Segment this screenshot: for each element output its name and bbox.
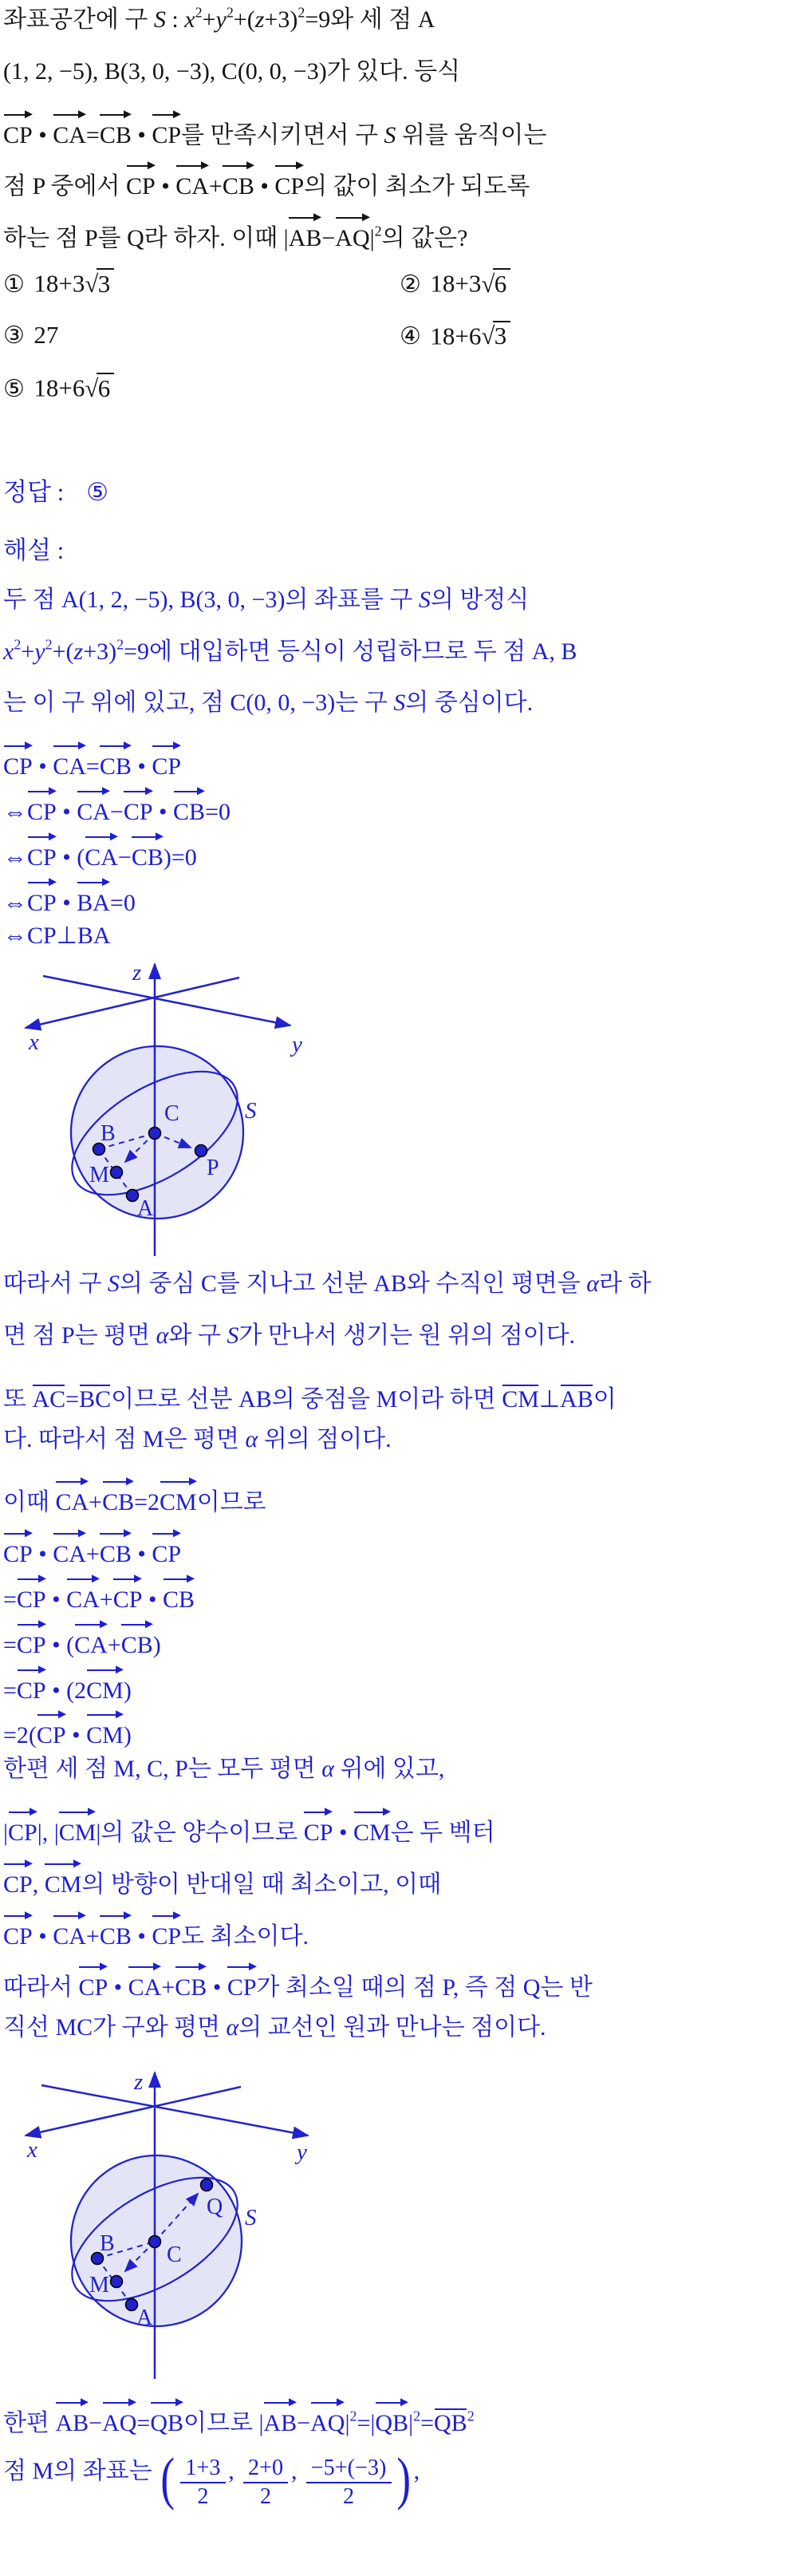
solution-section	[3, 472, 790, 2511]
y-axis-label: y	[297, 2139, 307, 2165]
solution-line: 따라서 CP • CA+CB • CP가 최소일 때의 점 P, 즉 점 Q는 반	[3, 1974, 593, 2001]
choice-option	[400, 268, 790, 298]
point-dot-M	[111, 2275, 123, 2287]
label-M: M	[89, 2272, 109, 2297]
solution-line: 다. 따라서 점 M은 평면 α 위의 점이다.	[3, 1425, 392, 1452]
label-C: C	[167, 2242, 182, 2267]
solution-line: CP • CA=CB • CP	[3, 753, 182, 780]
solution-line: CP • CA+CB • CP도 최소이다.	[3, 1922, 309, 1950]
problem-statement	[3, 5, 790, 403]
answer-label: 정답 :	[3, 477, 65, 506]
solution-line: =CP • (CA+CB)	[3, 1631, 161, 1658]
solution-line: =CP • (2CM)	[3, 1677, 132, 1704]
point-dot-M	[111, 1167, 123, 1179]
solution-line: ⇔CP • (CA−CB)=0	[3, 844, 197, 871]
choice-list	[3, 268, 790, 403]
label-A: A	[136, 2305, 153, 2330]
solution-line: 한편 세 점 M, C, P는 모두 평면 α 위에 있고,	[3, 1756, 445, 1783]
choice-formula: 18+3√6	[430, 270, 510, 298]
point-dot-C	[149, 1128, 161, 1140]
label-B: B	[100, 2230, 115, 2256]
solution-lines-part1	[3, 585, 790, 951]
solution-line: 또 AC=BC이므로 선분 AB의 중점을 M이라 하면 CM⊥AB이	[3, 1385, 617, 1412]
point-dot-Q	[201, 2179, 213, 2191]
solution-line: =CP • CA+CP • CB	[3, 1586, 195, 1613]
x-axis-label: x	[27, 2136, 37, 2163]
sphere-label: S	[245, 2204, 257, 2230]
y-axis	[41, 2085, 308, 2135]
choice-marker: ⑤	[3, 374, 25, 403]
solution-line: $x^2+y^2+(z+3)^2=9$에 대입하면 등식이 성립하므로 두 점 A, B	[3, 636, 577, 665]
label-C: C	[164, 1101, 179, 1127]
solution-line: ⇔CP • CA−CP • CB=0	[3, 799, 231, 825]
problem-line: 점 P 중에서 CP • CA+CB • CP의 값이 최소가 되도록	[3, 173, 530, 200]
choice-formula: 27	[33, 320, 59, 349]
solution-line: 는 이 구 위에 있고, 점 C(0, 0, −3)는 구 S의 중심이다.	[3, 689, 534, 717]
label-P: P	[207, 1156, 219, 1181]
choice-formula: 18+3√3	[33, 270, 113, 298]
sphere-label: S	[245, 1098, 257, 1124]
x-axis-label: x	[29, 1029, 39, 1056]
choice-option	[3, 321, 400, 351]
solution-line: 한편 AB−AQ=QB이므로 $|AB-AQ|^2=|QB|^2=QB^2$	[3, 2408, 475, 2436]
solution-lines-part2	[3, 1269, 790, 2043]
label-Q: Q	[207, 2194, 223, 2219]
problem-line: (1, 2, −5), B(3, 0, −3), C(0, 0, −3)가 있다. 등식	[3, 57, 461, 85]
solution-line: 직선 MC가 구와 평면 α의 교선인 원과 만나는 점이다.	[3, 2014, 546, 2041]
solution-line: CP, CM의 방향이 반대일 때 최소이고, 이때	[3, 1871, 442, 1898]
answer-value: ⑤	[86, 477, 109, 507]
answer-line	[3, 472, 790, 508]
label-B: B	[100, 1121, 116, 1147]
solution-line: 두 점 A(1, 2, −5), B(3, 0, −3)의 좌표를 구 S의 방정식	[3, 586, 530, 613]
label-M: M	[89, 1163, 109, 1188]
solution-lines-part3	[3, 2396, 790, 2511]
solution-line: 점 M의 좌표는 ( $\frac{1+3}{2}$ , $\frac{2+0}{2}$ , $\frac{-5+(-3)}{2}$ ) ,	[3, 2445, 420, 2511]
solution-line: |CP|, |CM|의 값은 양수이므로 CP • CM은 두 벡터	[3, 1819, 495, 1846]
problem-lines	[3, 5, 790, 254]
solution-line: ⇔CP • BA=0	[3, 889, 136, 916]
problem-line: 하는 점 P를 Q라 하자. 이때 $|AB-AQ|^2$의 값은?	[3, 223, 468, 252]
z-axis-label: z	[134, 2068, 144, 2095]
choice-marker: ③	[3, 321, 25, 350]
choice-formula: 18+6√6	[33, 374, 113, 402]
solution-line: 면 점 P는 평면 α와 구 S가 만나서 생기는 원 위의 점이다.	[3, 1322, 576, 1349]
choice-marker: ④	[400, 322, 421, 351]
z-axis-label: z	[132, 960, 142, 986]
problem-line: 좌표공간에 구 S : $x^2+y^2+(z+3)^2=9$와 세 점 A	[3, 4, 435, 33]
solution-line: 따라서 구 S의 중심 C를 지나고 선분 AB와 수직인 평면을 α라 하	[3, 1270, 652, 1298]
choice-option	[400, 321, 790, 351]
choice-marker: ①	[3, 270, 25, 298]
y-axis-label: y	[292, 1032, 302, 1058]
y-axis	[43, 976, 290, 1025]
choice-formula: 18+6√3	[430, 322, 510, 350]
problem-line: CP • CA=CB • CP를 만족시키면서 구 S 위를 움직이는	[3, 121, 547, 148]
point-dot-C	[149, 2235, 161, 2247]
solution-line: 이때 CA+CB=2CM이므로	[3, 1489, 266, 1516]
x-axis	[26, 2087, 241, 2135]
solution-line: =2(CP • CM)	[3, 1722, 132, 1749]
choice-marker: ②	[400, 270, 421, 298]
choice-option	[3, 268, 400, 298]
point-dot-P	[195, 1145, 207, 1157]
explanation-label: 해설 :	[3, 535, 65, 564]
label-A: A	[137, 1196, 154, 1222]
solution-line: ⇔CP⊥BA	[3, 923, 111, 950]
solution-line: CP • CA+CB • CP	[3, 1541, 182, 1568]
figure-sphere-with-Q	[3, 2064, 322, 2382]
choice-option	[3, 373, 400, 403]
figure-sphere-with-P	[3, 956, 322, 1258]
